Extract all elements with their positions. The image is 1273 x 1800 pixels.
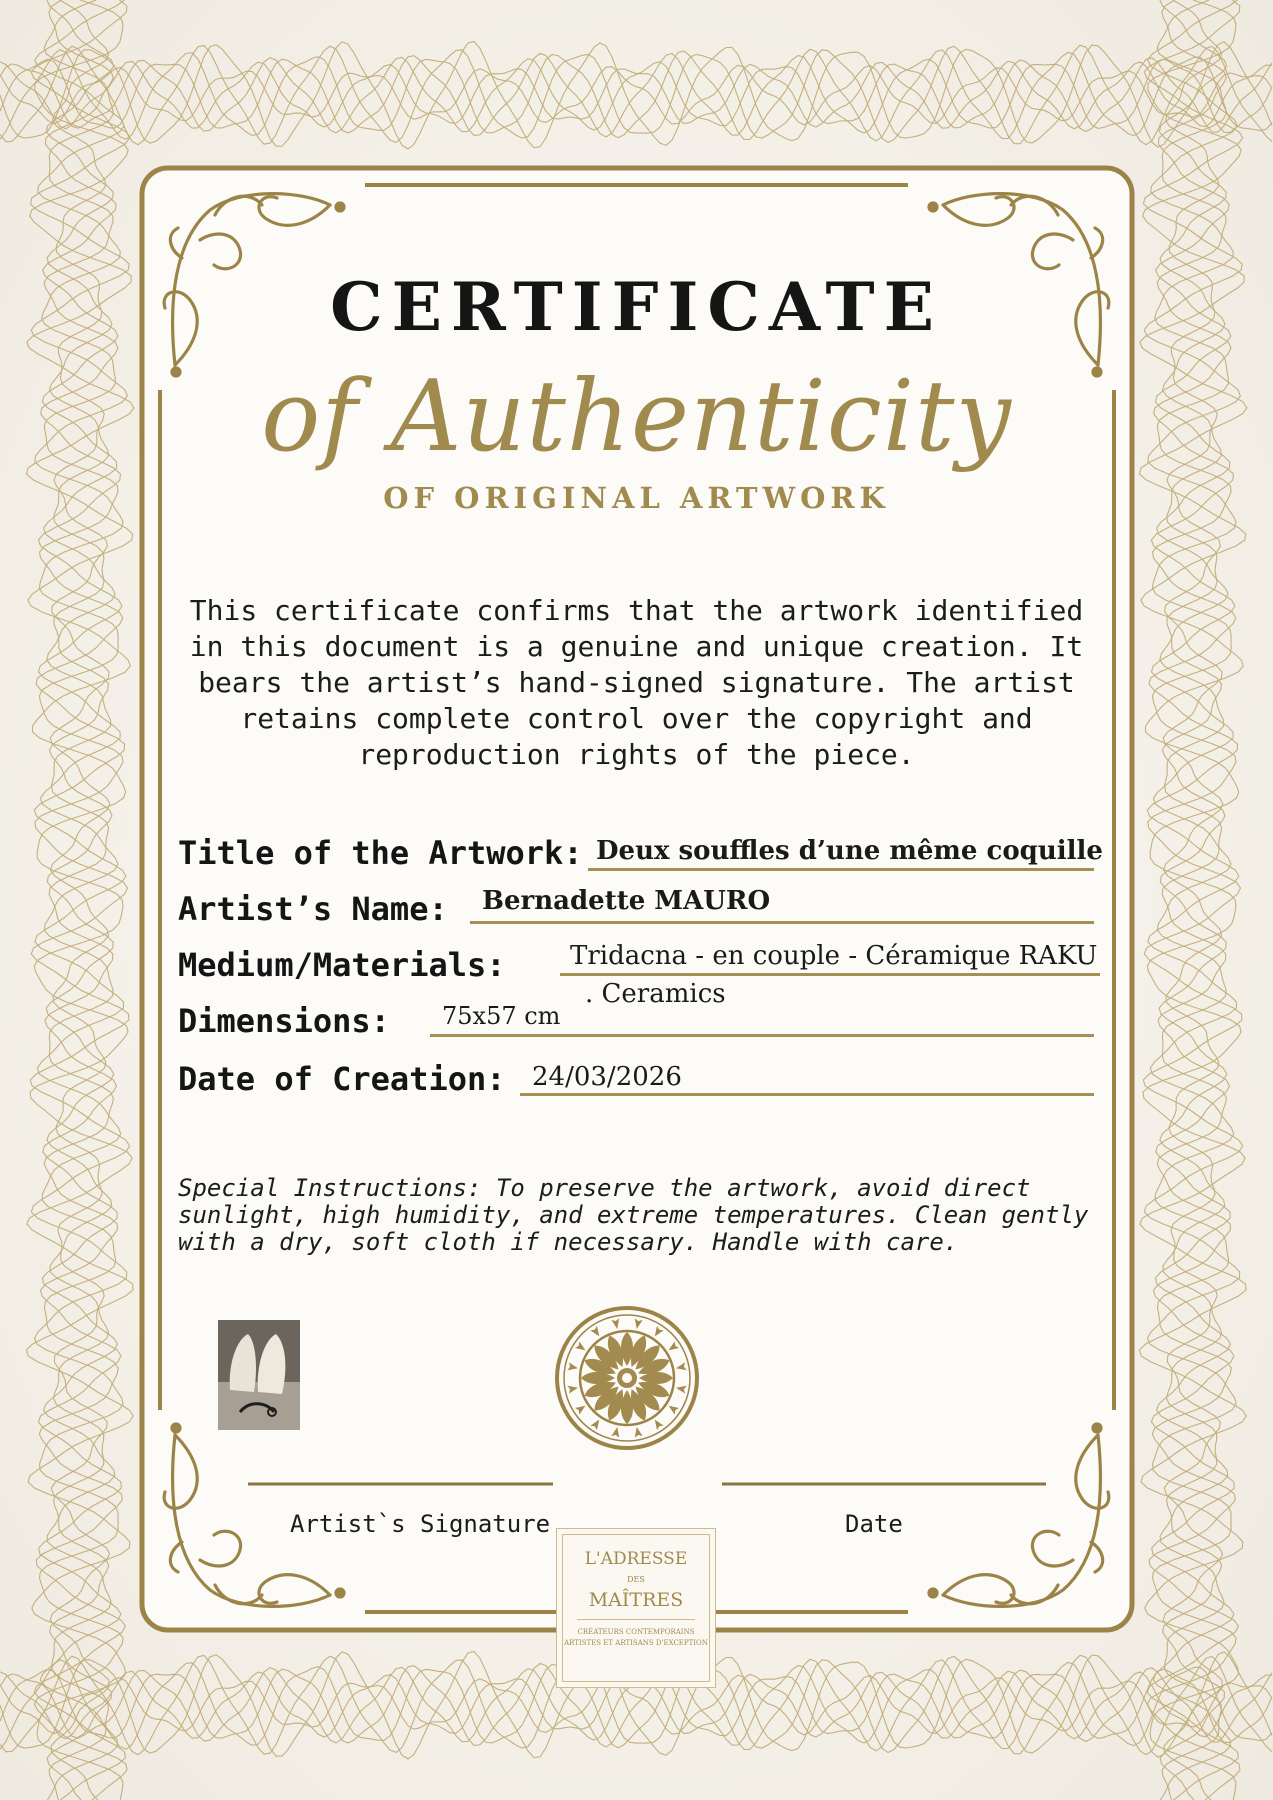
artist-name-value: Bernadette MAURO (482, 886, 771, 916)
certificate-heading: CERTIFICATE (330, 268, 943, 346)
medium-label: Medium/Materials: (178, 946, 506, 984)
creation-date-label: Date of Creation: (178, 1060, 506, 1098)
creation-date-value: 24/03/2026 (532, 1062, 682, 1092)
medium-value-line1: Tridacna - en couple - Céramique RAKU (570, 941, 1098, 971)
certificate-subheading-caps: OF ORIGINAL ARTWORK (383, 481, 890, 515)
logo-line-2: DES (627, 1575, 645, 1584)
artist-name-underline (470, 921, 1094, 924)
artwork-title-underline (588, 868, 1094, 871)
logo-line-3: MAÎTRES (588, 1589, 684, 1611)
creation-date-underline (520, 1093, 1094, 1096)
artwork-title-value: Deux souffles d’une même coquille (596, 836, 1103, 866)
signature-date-label: Date (845, 1510, 903, 1538)
medium-underline (560, 973, 1100, 976)
brand-logo (556, 1528, 716, 1688)
dimensions-underline (430, 1034, 1094, 1037)
artist-signature-label: Artist`s Signature (290, 1510, 551, 1538)
dimensions-value: 75x57 cm (442, 1002, 561, 1030)
dimensions-label: Dimensions: (178, 1002, 390, 1040)
certificate-intro: This certificate confirms that the artwork identified in this document is a genuine and unique creation. It bears the artist’s hand-signed signature. The artist retains complete control over the copyright and reproduction rights of the piece. (189, 594, 1084, 771)
artwork-title-label: Title of the Artwork: (178, 834, 583, 872)
logo-tagline: CRÉATEURS CONTEMPORAINS ARTISTES ET ARTISANS D'EXCEPTION (564, 1628, 708, 1647)
certificate-subheading-script: of Authenticity (261, 360, 1012, 474)
medium-value-line2: . Ceramics (585, 979, 726, 1009)
special-instructions: Special Instructions: To preserve the artwork, avoid direct sunlight, high humidity, and extreme temperatures. Clean gently with a dry, soft cloth if necessary. Handle with care. (178, 1174, 1089, 1256)
artist-name-label: Artist’s Name: (178, 890, 448, 928)
artwork-thumbnail (218, 1320, 300, 1430)
logo-line-1: L'ADRESSE (584, 1549, 688, 1569)
